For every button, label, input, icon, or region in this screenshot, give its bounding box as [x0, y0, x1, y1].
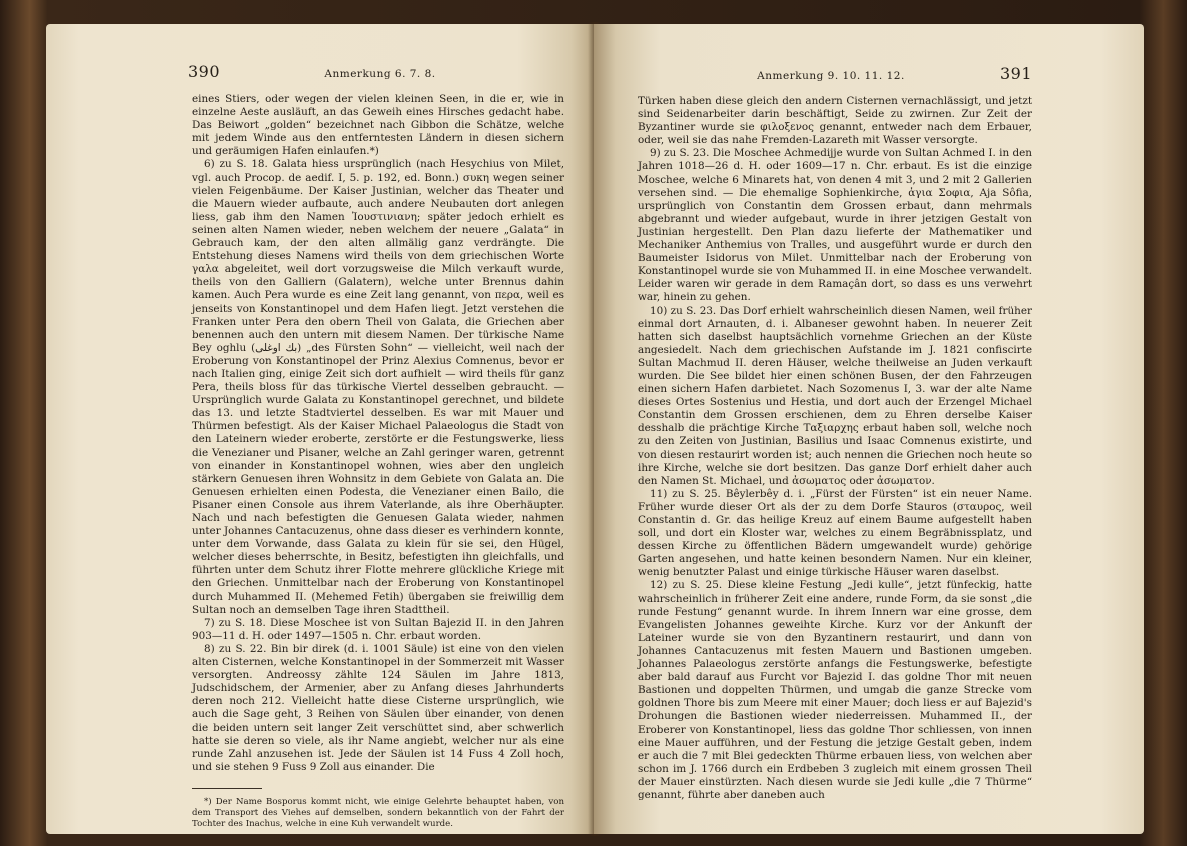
right-page-body [638, 95, 1032, 802]
right-page-header [638, 64, 1032, 83]
running-title: Anmerkung 6. 7. 8. [324, 68, 436, 80]
left-page [46, 24, 594, 834]
note-9: 9) zu S. 23. Die Moschee Achmedijje wurde von Sultan Achmed I. in den Jahren 1018—26 d. H. oder 1609—17 n. Chr. erbaut. Es ist die einzige Moschee, welche 6 Minarets hat, von denen 4 mit 3, und 2 mit 2 Gallerien versehen sind. — Die ehemalige Sophienkirche, ἁγια Σοφια, Aja Sôfia, ursprünglich von Constantin dem Grossen erbaut, dann mehrmals abgebrannt und wieder aufgebaut, wurde in ihrer jetzigen Gestalt von Justinian hergestellt. Den Plan dazu lieferte der Mathematiker und Mechaniker Anthemius von Tralles, und ausgeführt wurde er durch den Baumeister Isidorus von Milet. Unmittelbar nach der Eroberung von Konstantinopel wurde sie von Muhammed II. in eine Moschee verwandelt. Leider waren wir gerade in dem Ramaçân dort, so dass es uns verwehrt war, hinein zu gehen. [638, 147, 1032, 304]
page-number: 390 [188, 62, 221, 81]
note-12: 12) zu S. 25. Diese kleine Festung „Jedi kulle“, jetzt fünfeckig, hatte wahrscheinlich in früherer Zeit eine andere, runde Form, da sie sonst „die runde Festung“ genannt wurde. In ihrem Innern war eine grosse, dem Evangelisten Johannes geweihte Kirche. Kurz vor der Ankunft der Lateiner wurde sie von den Byzantinern restaurirt, und dann von Johannes Cantacuzenus mit festen Mauern und Bastionen umgeben. Johannes Palaeologus zerstörte anfangs die Festungswerke, befestigte aber bald darauf aus Furcht vor Bajezid I. das goldne Thor mit neuen Bastionen und doppelten Thürmen, und umgab die ganze Strecke vom goldnen Thore bis zum Meere mit einer Mauer; doch liess er auf Bajezid's Drohungen die Bastionen wieder niederreissen. Muhammed II., der Eroberer von Konstantinopel, liess das goldne Thor schliessen, von innen eine Mauer aufführen, und der Festung die jetzige Gestalt geben, indem er auch die 7 mit Blei gedeckten Thürme erbauen liess, von welchen aber schon im J. 1766 durch ein Erdbeben 3 zugleich mit einem grossen Theil der Mauer einstürzten. Nach diesen wurde sie Jedi kulle „die 7 Thürme“ genannt, führte aber daneben auch [638, 579, 1032, 801]
note-6: 6) zu S. 18. Galata hiess ursprünglich (nach Hesychius von Milet, vgl. auch Procop. de aedif. I, 5. p. 192, ed. Bonn.) συκη wegen seiner vielen Feigenbäume. Der Kaiser Justinian, welcher das Theater und die Mauern wieder aufbaute, auch andere Neubauten dort anlegen liess, gab ihm den Namen Ἰουστινιανη; später jedoch erhielt es seinen alten Namen wieder, neben welchem der neuere „Galata“ in Gebrauch kam, der den alten allmälig ganz verdrängte. Die Entstehung dieses Namens wird theils von dem griechischen Worte γαλα abgeleitet, weil dort vorzugsweise die Milch verkauft wurde, theils von den Galliern (Galatern), welche unter Brennus dahin kamen. Auch Pera wurde es eine Zeit lang genannt, von περα, weil es jenseits von Konstantinopel und dem Hafen liegt. Jetzt verstehen die Franken unter Pera den obern Theil von Galata, die Griechen aber benennen auch den untern mit diesem Namen. Der türkische Name Bey oghlu (بك اوغلى) „des Fürsten Sohn“ — vielleicht, weil nach der Eroberung von Konstantinopel der Prinz Alexius Comnenus, bevor er nach Italien ging, einige Zeit sich dort aufhielt — wird theils für ganz Pera, theils bloss für das türkische Viertel desselben gebraucht. — Ursprünglich wurde Galata zu Konstantinopel gerechnet, und bildete das 13. und letzte Stadtviertel desselben. Es war mit Mauer und Thürmen befestigt. Als der Kaiser Michael Palaeologus die Stadt von den Lateinern wieder eroberte, zerstörte er die Festungswerke, liess die Venezianer und Pisaner, welche an Zahl geringer waren, getrennt von einander in Konstantinopel wohnen, wies aber den ungleich stärkern Genuesen ihren Wohnsitz in dem Gebiete von Galata an. Die Genuesen erhielten einen Podesta, die Venezianer einen Bailo, die Pisaner einen Console aus ihrem Vaterlande, als ihre Oberhäupter. Nach und nach befestigten die Genuesen Galata wieder, nahmen unter Johannes Cantacuzenus, ohne dass dieser es verhindern konnte, unter dem Vorwande, dass Galata zu klein für sie sei, den Hügel, welcher dieses beherrschte, in Besitz, befestigten ihn gleichfalls, und führten unter dem Schutz ihrer Flotte mehrere glückliche Kriege mit den Griechen. Unmittelbar nach der Eroberung von Konstantinopel durch Muhammed II. (Mehemed Fetih) übergaben sie freiwillig dem Sultan noch an demselben Tage ihren Stadttheil. [192, 158, 564, 616]
running-title: Anmerkung 9. 10. 11. 12. [757, 70, 905, 82]
paragraph: eines Stiers, oder wegen der vielen kleinen Seen, in die er, wie in einzelne Aeste ausläuft, an das Geweih eines Hirsches gedacht habe. Das Beiwort „golden“ bezeichnet nach Gibbon die Schätze, welche mit jedem Winde aus den entferntesten Ländern in diesen sichern und geräumigen Hafen einlaufen.*) [192, 93, 564, 158]
left-page-body [192, 93, 564, 774]
note-10: 10) zu S. 23. Das Dorf erhielt wahrscheinlich diesen Namen, weil früher einmal dort Arnauten, d. i. Albaneser gewohnt haben. In neuerer Zeit hatten sich daselbst hauptsächlich vornehme Griechen an der Küste angesiedelt. Nach dem griechischen Aufstande im J. 1821 confiscirte Sultan Machmud II. deren Häuser, welche theilweise an Juden verkauft wurden. Die See bildet hier einen schönen Busen, der den Fahrzeugen einen sichern Hafen darbietet. Nach Sozomenus I, 3. war der alte Name dieses Ortes Sostenius und Hestia, und dort auch der Erzengel Michael Constantin dem Grossen erschienen, dem zu Ehren derselbe Kaiser desshalb die prächtige Kirche Ταξιαρχης erbaut haben soll, welche noch zu den Zeiten von Justinian, Basilius und Isaac Comnenus existirte, und von diesen restaurirt worden ist; auch nennen die Griechen noch heute so ihre Kirche, welche sie dort besitzen. Das ganze Dorf erhielt daher auch den Namen St. Michael, und ἀσωματος oder ἀσωματον. [638, 304, 1032, 487]
footnote: *) Der Name Bosporus kommt nicht, wie einige Gelehrte behauptet haben, von dem Transport des Viehes auf demselben, sondern bekanntlich von der Fahrt der Tochter des Inachus, welche in eine Kuh verwandelt wurde. [192, 797, 564, 830]
footnote-rule [192, 788, 262, 789]
note-8: 8) zu S. 22. Bin bir direk (d. i. 1001 Säule) ist eine von den vielen alten Cisternen, welche Konstantinopel in der Sommerzeit mit Wasser versorgten. Andreossy zählte 124 Säulen im Jahre 1813, Judschidschem, der Armenier, aber zu Anfang dieses Jahrhunderts deren noch 212. Vielleicht hatte diese Cisterne ursprünglich, wie auch die Sage geht, 3 Reihen von Säulen über einander, von denen die beiden untern seit langer Zeit verschüttet sind, aber schwerlich hatte sie deren so viele, als ihr Name angiebt, welcher nur als eine runde Zahl anzusehen ist. Jede der Säulen ist 14 Fuss 4 Zoll hoch, und sie stehen 9 Fuss 9 Zoll aus einander. Die [192, 642, 564, 773]
paragraph: Türken haben diese gleich den andern Cisternen vernachlässigt, und jetzt sind Seidenarbeiter darin beschäftigt, Seide zu zwirnen. Zur Zeit der Byzantiner wurde sie φιλοξενος genannt, entweder nach dem Erbauer, oder, weil sie das nahe Fremden-Lazareth mit Wasser versorgte. [638, 95, 1032, 147]
right-page [594, 24, 1144, 834]
page-number: 391 [999, 64, 1032, 83]
note-7: 7) zu S. 18. Diese Moschee ist von Sultan Bajezid II. in den Jahren 903—11 d. H. oder 1497—1505 n. Chr. erbaut worden. [192, 616, 564, 642]
note-11: 11) zu S. 25. Bêylerbêy d. i. „Fürst der Fürsten“ ist ein neuer Name. Früher wurde dieser Ort als der zu dem Dorfe Stauros (σταυρος, weil Constantin d. Gr. das heilige Kreuz auf einem Baume aufgestellt haben soll, und dort ein Kloster war, welches zu einem Begräbnissplatz, und dessen Kirche zu öffentlichen Bädern umgewandelt wurde) gehörige Garten angesehen, und hatte keinen besondern Namen. Nur ein kleiner, wenig benutzter Palast und einige türkische Häuser waren daselbst. [638, 487, 1032, 579]
left-page-header [188, 62, 564, 81]
